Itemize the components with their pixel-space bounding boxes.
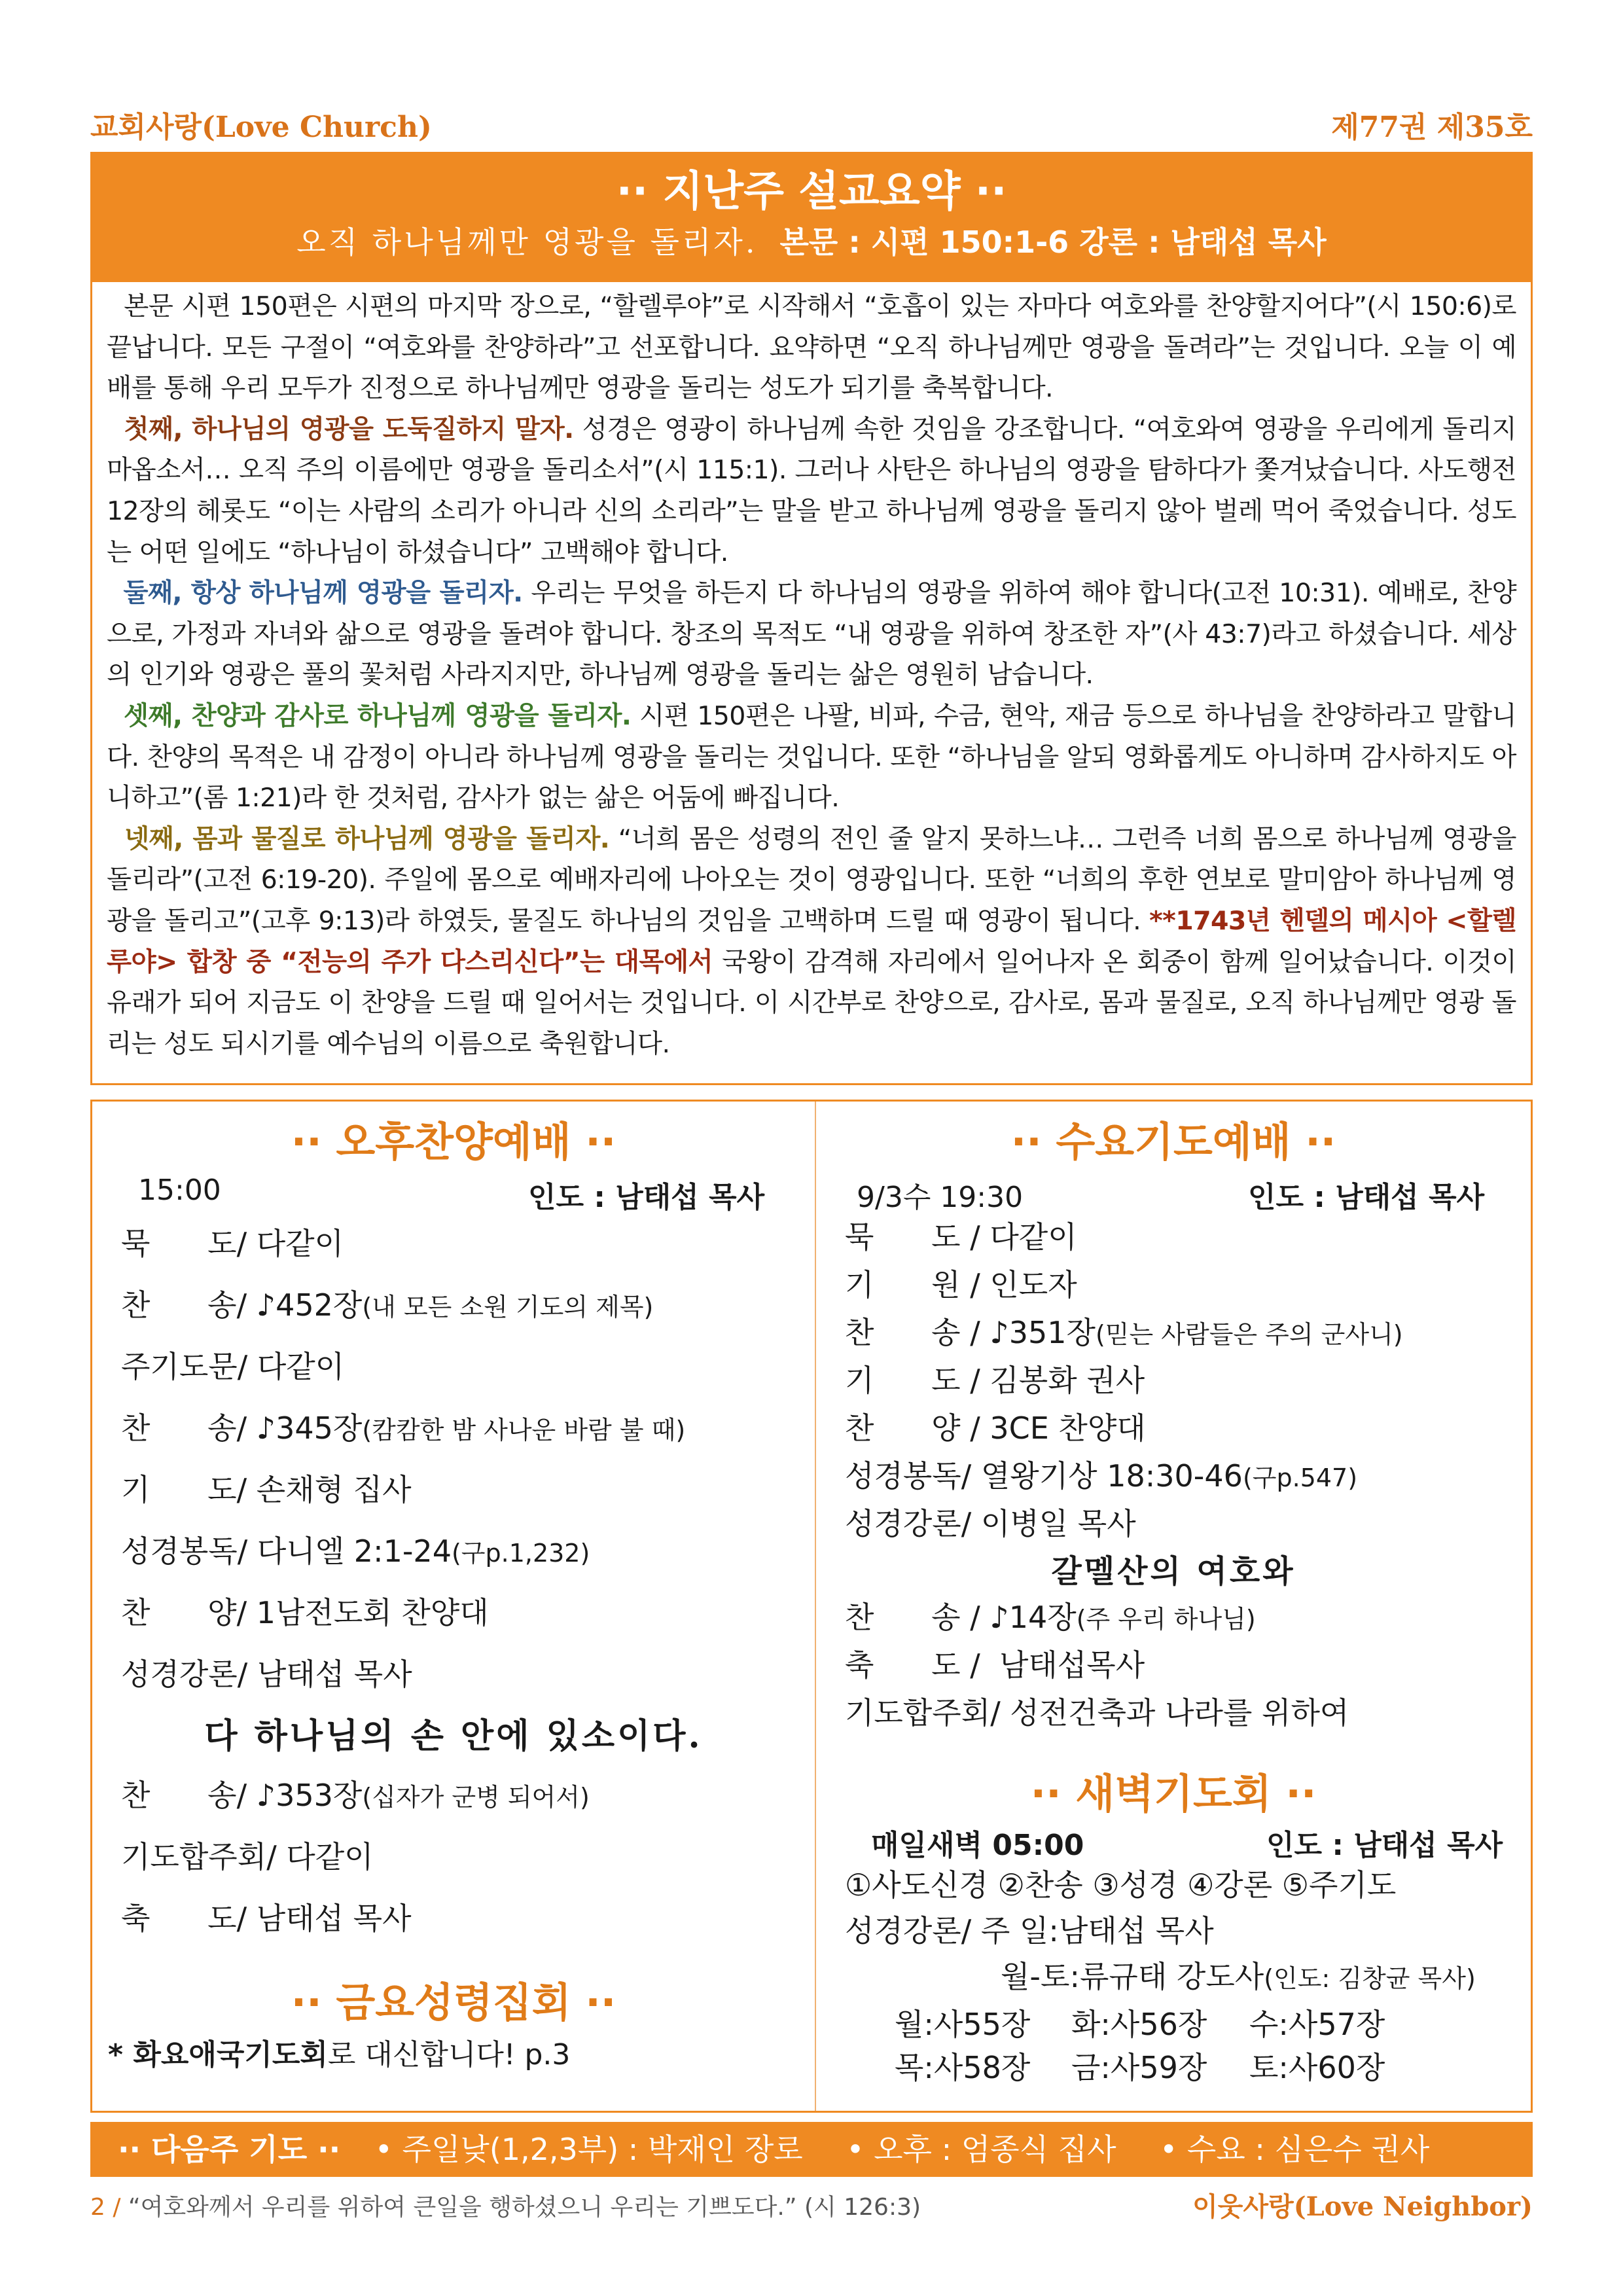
point-3-body: 시편 150편은 나팔, 비파, 수금, 현악, 재금 등으로 하나님을 찬양하라고 말합니다. 찬양의 목적은 내 감정이 아니라 하나님께 영광을 돌리는 것입니다. 또한 “하나님을 알되 영화롭게도 아니하며 감사하지도 아니하고”(롬 1:21)라 한 것처럼, 감사가 없는 삶은 어둠에 빠집니다. <box>107 700 1516 814</box>
order-item <box>845 1262 1531 1310</box>
afternoon-column <box>92 1102 815 2081</box>
order-item <box>121 1827 815 1889</box>
prayer-afternoon: • 오후 : 엄종식 집사 <box>846 2132 1116 2167</box>
order-item-label: 찬 송 <box>121 1287 237 1323</box>
prayer-wednesday: • 수요 : 심은수 권사 <box>1160 2132 1430 2167</box>
point-4-body-2: 국왕이 감격해 자리에서 일어나자 온 회중이 함께 일어났습니다. 이것이 유래가 되어 지금도 이 찬양을 드릴 때 일어서는 것입니다. 이 시간부로 찬양으로, 감사로, 몸과 물질로, 오직 하나님께만 영광 돌리는 성도 되시기를 예수님의 이름으로 축원합니다. <box>107 946 1516 1059</box>
page-number: 2 / <box>90 2194 121 2221</box>
sermon-point-4 <box>107 819 1516 1065</box>
dawn-meta <box>816 1820 1531 1862</box>
order-item-value: / ♪452장 <box>236 1287 363 1323</box>
order-item <box>845 1501 1531 1549</box>
order-item-value: / 1남전도회 찬양대 <box>236 1595 489 1630</box>
order-item <box>121 1337 815 1399</box>
worship-schedule-section <box>90 1100 1533 2113</box>
wednesday-order-list-2 <box>816 1594 1531 1738</box>
dawn-order: ①사도신경 ②찬송 ③성경 ④강론 ⑤주기도 <box>845 1867 1397 1903</box>
order-item-value: / 3CE 찬양대 <box>960 1410 1146 1446</box>
afternoon-order-list-2 <box>92 1766 815 1950</box>
order-item-value: / 손채형 집사 <box>236 1472 412 1507</box>
footer-verse-text: “여호와께서 우리를 위하여 큰일을 행하셨으니 우리는 기쁘도다.” (시 126:3) <box>128 2194 921 2221</box>
order-item-note: (십자가 군병 되어서) <box>362 1783 590 1812</box>
order-item <box>121 1889 815 1950</box>
order-item-note: (구p.1,232) <box>451 1539 590 1568</box>
prayer-bar-title: ·· 다음주 기도 ·· <box>118 2132 341 2167</box>
order-item-note: (내 모든 소원 기도의 제목) <box>362 1293 654 1321</box>
order-item-label: 찬 송 <box>845 1600 961 1635</box>
order-item <box>121 1399 815 1460</box>
dawn-readings <box>816 2001 1531 2088</box>
sermon-point-1 <box>107 409 1516 573</box>
dawn-reading-cell: 화:사56장 <box>1071 2007 1207 2042</box>
wednesday-order-list <box>816 1214 1531 1549</box>
dawn-reading-cell: 목:사58장 <box>895 2050 1031 2085</box>
order-item-value: / 열왕기상 18:30-46 <box>961 1458 1243 1494</box>
dawn-reading-row <box>816 2045 1531 2088</box>
sermon-intro-text: 본문 시편 150편은 시편의 마지막 장으로, “할렐루야”로 시작해서 “호흡이 있는 자마다 여호와를 찬양할지어다”(시 150:6)로 끝납니다. 모든 구절이 “여호와를 찬양하라”고 선포합니다. 요약하면 “오직 하나님께만 영광을 돌려라”는 것입니다. 오늘 이 예배를 통해 우리 모두가 진정으로 하나님께만 영광을 돌리는 성도가 되기를 축복합니다. <box>107 291 1516 404</box>
order-item-label: 기 원 <box>845 1267 961 1302</box>
sermon-point-3 <box>107 696 1516 819</box>
order-item-label: 기도합주회 <box>121 1839 267 1874</box>
next-week-prayer-bar <box>90 2122 1533 2177</box>
prayer-sunday: • 주일낮(1,2,3부) : 박재인 장로 <box>374 2132 803 2167</box>
order-item-label: 축 도 <box>121 1901 237 1936</box>
sermon-point-2 <box>107 573 1516 696</box>
order-item-label: 찬 송 <box>121 1778 237 1813</box>
header-issue-number: 제77권 제35호 <box>1331 111 1533 144</box>
order-item-value: / ♪351장 <box>960 1315 1096 1350</box>
order-item-value: / 김봉화 권사 <box>960 1363 1145 1398</box>
afternoon-order-list <box>92 1214 815 1706</box>
wednesday-leader: 인도 : 남태섭 목사 <box>1248 1181 1485 1214</box>
dawn-reading-cell: 수:사57장 <box>1249 2007 1385 2042</box>
order-item-note: (구p.547) <box>1242 1463 1358 1492</box>
dawn-speaker-weekday <box>816 1954 1531 2001</box>
sermon-body <box>92 282 1531 1064</box>
dawn-speaker-weekday-name: 월-토:류규태 강도사 <box>1001 1959 1264 1994</box>
friday-note-bold: * 화요애국기도회 <box>108 2038 328 2072</box>
afternoon-meta <box>92 1168 815 1214</box>
sermon-subtitle <box>92 219 1531 265</box>
order-item <box>845 1690 1531 1738</box>
order-item-value: / 다같이 <box>237 1349 345 1384</box>
sermon-summary-section <box>90 152 1533 1085</box>
dawn-speaker-weekday-note: (인도: 김창균 목사) <box>1264 1964 1476 1993</box>
order-item-value: / ♪14장 <box>960 1600 1077 1635</box>
point-4-heading: 넷째, 몸과 물질로 하나님께 영광을 돌리자. <box>124 823 610 854</box>
dawn-speaker-sunday: 성경강론/ 주 일:남태섭 목사 <box>845 1913 1214 1948</box>
header-church-name: 교회사랑(Love Church) <box>90 111 432 144</box>
order-item <box>845 1453 1531 1501</box>
order-item <box>121 1460 815 1522</box>
order-item-value: / 이병일 목사 <box>961 1506 1136 1541</box>
order-item-label: 찬 송 <box>845 1315 961 1350</box>
order-item-value: / 다니엘 2:1-24 <box>237 1534 452 1569</box>
order-item-value: / 다같이 <box>960 1219 1077 1255</box>
order-item-label: 기도합주회 <box>845 1695 991 1731</box>
order-item-label: 축 도 <box>845 1647 961 1683</box>
order-item-label: 기 도 <box>121 1472 237 1507</box>
afternoon-sermon-title: 다 하나님의 손 안에 있소이다. <box>204 1716 703 1756</box>
sermon-section-title: ·· 지난주 설교요약 ·· <box>616 168 1007 216</box>
footer-verse <box>90 2189 921 2222</box>
dawn-reading-cell: 토:사60장 <box>1249 2050 1385 2085</box>
order-item <box>121 1214 815 1276</box>
order-item-note: (캄캄한 밤 사나운 바람 불 때) <box>362 1416 686 1444</box>
order-item-label: 찬 양 <box>845 1410 961 1446</box>
order-item-note: (믿는 사람들은 주의 군사니) <box>1095 1320 1403 1349</box>
order-item <box>121 1522 815 1583</box>
order-item <box>845 1214 1531 1262</box>
wednesday-service-title: ·· 수요기도예배 ·· <box>1010 1118 1336 1166</box>
order-item <box>845 1594 1531 1642</box>
order-item-label: 찬 송 <box>121 1410 237 1446</box>
sermon-intro <box>107 286 1516 409</box>
point-3-heading: 셋째, 찬양과 감사로 하나님께 영광을 돌리자. <box>123 700 632 731</box>
dawn-reading-cell: 월:사55장 <box>895 2007 1031 2042</box>
order-item-label: 성경강론 <box>121 1657 238 1692</box>
order-item <box>845 1405 1531 1453</box>
dawn-leader: 인도 : 남태섭 목사 <box>1266 1829 1503 1862</box>
order-item-label: 찬 양 <box>121 1595 237 1630</box>
dawn-reading-cell: 금:사59장 <box>1071 2050 1207 2085</box>
order-item-value: / ♪353장 <box>236 1778 363 1813</box>
sermon-theme: 오직 하나님께만 영광을 돌리자. <box>296 224 758 260</box>
point-2-heading: 둘째, 항상 하나님께 영광을 돌리자. <box>123 578 523 609</box>
afternoon-leader: 인도 : 남태섭 목사 <box>528 1181 765 1214</box>
wednesday-column <box>816 1102 1531 2088</box>
friday-note-rest: 로 대신합니다! p.3 <box>327 2038 571 2072</box>
order-item-value: / 인도자 <box>960 1267 1077 1302</box>
order-item-note: (주 우리 하나님) <box>1076 1605 1256 1634</box>
point-1-body: 성경은 영광이 하나님께 속한 것임을 강조합니다. “여호와여 영광을 우리에게 돌리지 마옵소서… 오직 주의 이름에만 영광을 돌리소서”(시 115:1). 그러나 사탄은 하나님의 영광을 탐하다가 쫓겨났습니다. 사도행전 12장의 헤롯도 “이는 사람의 소리가 아니라 신의 소리라”는 말을 받고 하나님께 영광을 돌리지 않아 벌레 먹어 죽었습니다. 성도는 어떤 일에도 “하나님이 하셨습니다” 고백해야 합니다. <box>107 414 1516 567</box>
footer-neighbor: 이웃사랑(Love Neighbor) <box>1192 2191 1533 2222</box>
sermon-banner <box>92 154 1531 282</box>
point-4-highlight: **1743년 헨델의 메시아 <할렐루야> 합창 중 “전능의 주가 다스리신다”는 대목에서 <box>107 905 1516 977</box>
friday-note <box>92 2029 815 2081</box>
afternoon-service-title: ·· 오후찬양예배 ·· <box>291 1118 616 1166</box>
order-item-value: / 성전건축과 나라를 위하여 <box>990 1695 1349 1731</box>
order-item <box>121 1645 815 1706</box>
order-item-label: 기 도 <box>845 1363 961 1398</box>
order-item-label: 주기도문 <box>121 1349 238 1384</box>
point-2-body: 우리는 무엇을 하든지 다 하나님의 영광을 위하여 해야 합니다(고전 10:31). 예배로, 찬양으로, 가정과 자녀와 삶으로 영광을 돌려야 합니다. 창조의 목적도 “내 영광을 위하여 창조한 자”(사 43:7)라고 하셨습니다. 세상의 인기와 영광은 풀의 꽃처럼 사라지지만, 하나님께 영광을 돌리는 삶은 영원히 남습니다. <box>107 578 1516 691</box>
wednesday-meta <box>816 1168 1531 1214</box>
order-item-label: 묵 도 <box>845 1219 961 1255</box>
order-item-label: 묵 도 <box>121 1226 237 1261</box>
order-item-value: / 다같이 <box>236 1226 344 1261</box>
order-item-label: 성경봉독 <box>121 1534 238 1569</box>
order-item-value: / 남태섭목사 <box>960 1647 1145 1683</box>
sermon-reference: 본문 : 시편 150:1-6 강론 : 남태섭 목사 <box>779 224 1327 260</box>
order-item-label: 성경강론 <box>845 1506 961 1541</box>
dawn-service-title: ·· 새벽기도회 ·· <box>1030 1770 1317 1818</box>
point-4-body: “너희 몸은 성령의 전인 줄 알지 못하느냐… 그런즉 너희 몸으로 하나님께 영광을 돌리라”(고전 6:19-20). 주일에 몸으로 예배자리에 나아오는 것이 영광입니다. 또한 “너희의 후한 연보로 말미암아 하나님께 영광을 돌리고”(고후 9:13)라 하였듯, 물질도 하나님의 것임을 고백하며 드릴 때 영광이 됩니다. <box>107 823 1516 936</box>
order-item-value: / ♪345장 <box>236 1410 363 1446</box>
dawn-time: 매일새벽 05:00 <box>871 1829 1084 1862</box>
dawn-reading-row <box>816 2001 1531 2045</box>
order-item <box>845 1310 1531 1357</box>
order-item <box>121 1766 815 1827</box>
order-item-value: / 남태섭 목사 <box>237 1657 412 1692</box>
order-item <box>121 1583 815 1645</box>
order-item <box>845 1642 1531 1690</box>
wednesday-time: 9/3수 19:30 <box>857 1181 1024 1214</box>
order-item-value: / 남태섭 목사 <box>236 1901 412 1936</box>
wednesday-sermon-title: 갈멜산의 여호와 <box>1051 1553 1296 1590</box>
order-item-value: / 다같이 <box>266 1839 374 1874</box>
order-item <box>845 1357 1531 1405</box>
order-item <box>121 1276 815 1337</box>
afternoon-time: 15:00 <box>138 1174 221 1207</box>
friday-service-title: ·· 금요성령집회 ·· <box>291 1979 616 2026</box>
order-item-label: 성경봉독 <box>845 1458 961 1494</box>
point-1-heading: 첫째, 하나님의 영광을 도둑질하지 말자. <box>124 414 574 444</box>
